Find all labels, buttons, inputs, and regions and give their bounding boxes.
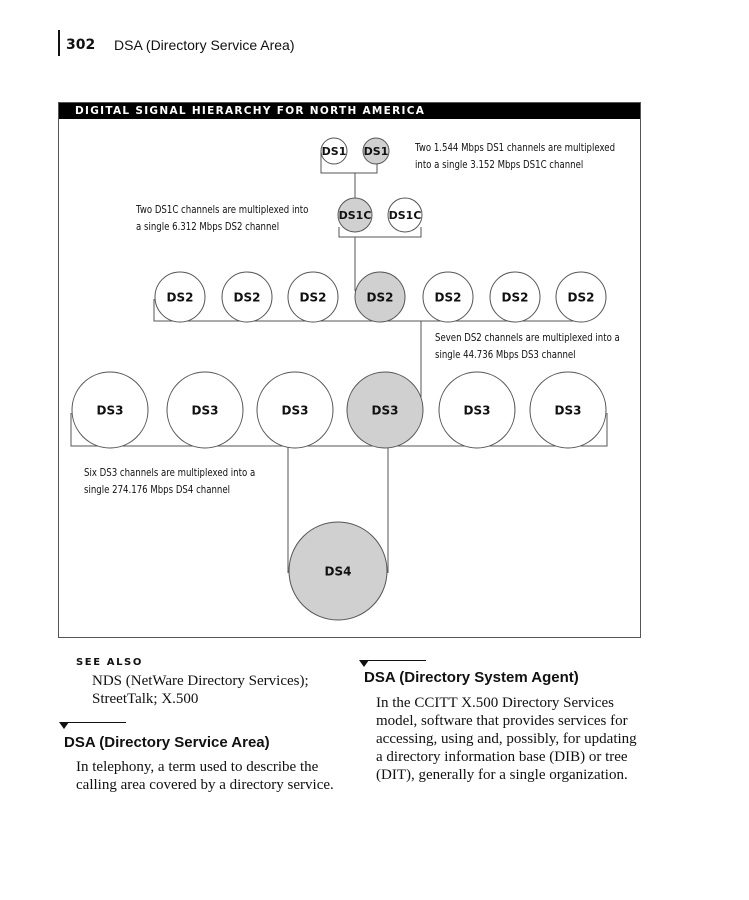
ds2-label: DS2 — [434, 290, 462, 305]
entry-marker — [60, 722, 126, 723]
see-also-line: NDS (NetWare Directory Services); — [92, 673, 309, 689]
entry-line: model, software that provides services for — [376, 713, 628, 729]
ds3-label: DS3 — [554, 403, 582, 418]
ds3-label: DS3 — [281, 403, 309, 418]
entry-line: a directory information base (DIB) or tree — [376, 749, 628, 765]
ds2-label: DS2 — [233, 290, 261, 305]
hierarchy-figure — [58, 102, 641, 638]
ds3-label: DS3 — [463, 403, 491, 418]
caption-line: Six DS3 channels are multiplexed into a — [84, 466, 256, 479]
caption-line: into a single 3.152 Mbps DS1C channel — [415, 158, 584, 171]
ds3-label: DS3 — [371, 403, 399, 418]
caption-ds2 — [435, 329, 620, 363]
ds1c-label: DS1C — [338, 208, 372, 222]
caption-line: Two 1.544 Mbps DS1 channels are multiplexed — [415, 141, 616, 154]
page-number: 302 — [66, 37, 96, 53]
caption-ds1c — [136, 201, 308, 235]
ds2-label: DS2 — [366, 290, 394, 305]
ds1-label: DS1 — [321, 144, 347, 158]
ds1-label: DS1 — [363, 144, 389, 158]
ds2-label: DS2 — [166, 290, 194, 305]
entry-marker — [360, 660, 426, 661]
connector-line — [71, 413, 607, 446]
see-also-line: StreetTalk; X.500 — [92, 691, 199, 707]
ds1c-label: DS1C — [388, 208, 422, 222]
ds3-label: DS3 — [96, 403, 124, 418]
ds2-label: DS2 — [299, 290, 327, 305]
entry-line: (DIT), generally for a single organization. — [376, 767, 628, 783]
ds3-label: DS3 — [191, 403, 219, 418]
caption-ds3 — [84, 464, 255, 498]
caption-line: single 44.736 Mbps DS3 channel — [435, 348, 576, 361]
caption-line: Seven DS2 channels are multiplexed into a — [435, 331, 620, 344]
entry-line: accessing, using and, possibly, for updating — [376, 731, 637, 747]
entry-line: In telephony, a term used to describe the — [76, 759, 319, 775]
hierarchy-diagram — [59, 103, 641, 638]
running-title: DSA (Directory Service Area) — [114, 37, 295, 53]
ds2-label: DS2 — [567, 290, 595, 305]
entry-title: DSA (Directory Service Area) — [64, 734, 270, 751]
caption-line: Two DS1C channels are multiplexed into — [136, 203, 309, 216]
see-also-heading: SEE ALSO — [76, 657, 143, 668]
entry-body — [76, 758, 346, 794]
entry-line: calling area covered by a directory service. — [76, 777, 334, 793]
ds2-label: DS2 — [501, 290, 529, 305]
entry-line: In the CCITT X.500 Directory Services — [376, 695, 615, 711]
entry-body — [376, 694, 646, 784]
see-also-list — [92, 672, 332, 708]
ds4-label: DS4 — [324, 564, 352, 579]
entry-title: DSA (Directory System Agent) — [364, 669, 579, 686]
caption-line: a single 6.312 Mbps DS2 channel — [136, 220, 280, 233]
header-rule — [58, 30, 60, 56]
figure-title: DIGITAL SIGNAL HIERARCHY FOR NORTH AMERICA — [59, 103, 640, 119]
caption-line: single 274.176 Mbps DS4 channel — [84, 483, 231, 496]
caption-ds1 — [415, 139, 615, 173]
